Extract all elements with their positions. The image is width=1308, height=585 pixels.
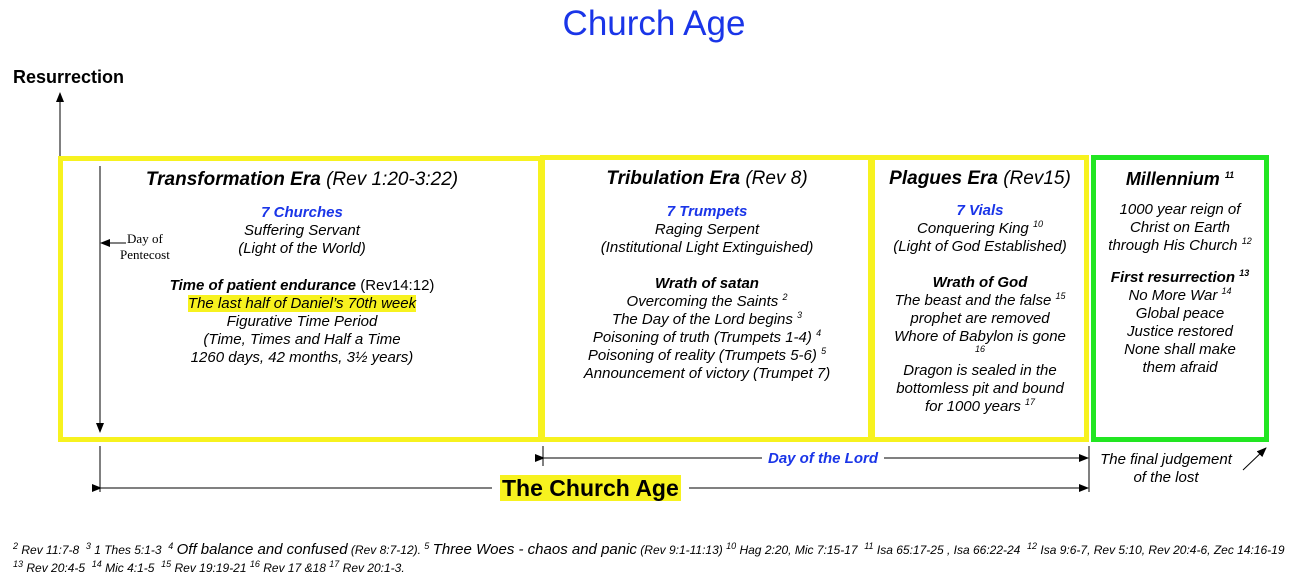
wrath-of-god-title: Wrath of God [932, 274, 1028, 291]
day-of-pentecost-label: Day of Pentecost [120, 231, 170, 262]
daniel-70th-week-highlight: The last half of Daniel’s 70th week [187, 295, 417, 312]
millennium-content: Millennium $^{11}$ 1000 year reign of Christ on Earth through His Church $^{12}$ First resurrection $^{13}$ No More War $^{14}$ Global peace Justice restored None shall make them afraid [1097, 170, 1263, 377]
churches-label: 7 Churches [261, 204, 343, 221]
final-judgement-label: The final judgement of the lost [1100, 451, 1232, 486]
first-resurrection-title: First resurrection [1110, 269, 1236, 286]
trumpets-label: 7 Trumpets [666, 203, 748, 220]
day-of-the-lord-label: Day of the Lord [762, 450, 884, 468]
page-title: Church Age [562, 4, 746, 43]
transformation-era-heading: Transformation Era (Rev 1:20-3:22) [145, 169, 459, 190]
transformation-era-content: Transformation Era (Rev 1:20-3:22) 7 Churches Suffering Servant (Light of the World) Time of patient endurance (Rev14:12) The last half of Daniel’s 70th week Figurative Time Period (Time, Times and Half a Time 1260 days, 42 months, 3½ years) [64, 171, 540, 367]
tribulation-era-heading: Tribulation Era (Rev 8) [606, 168, 808, 189]
millennium-heading: Millennium $^{11}$ [1125, 169, 1235, 189]
patient-endurance-title: Time of patient endurance [169, 277, 357, 294]
final-judgement-arrow [1243, 448, 1266, 470]
plagues-era-content: Plagues Era (Rev15) 7 Vials Conquering King $^{10}$ (Light of God Established) Wrath of God The beast and the false $^{15}$ prophet are removed Whore of Babylon is gone $^{16}$ Dragon is sealed in the bottomless pit and bound for 1000 years $^{17}$ [876, 170, 1084, 416]
resurrection-label: Resurrection [13, 67, 125, 87]
plagues-era-heading: Plagues Era (Rev15) [889, 168, 1071, 189]
the-church-age-label: The Church Age [492, 475, 689, 502]
tribulation-era-content: Tribulation Era (Rev 8) 7 Trumpets Raging Serpent (Institutional Light Extinguished) Wrath of satan Overcoming the Saints $^2$ The Day of the Lord begins $^3$ Poisoning of truth (Trumpets 1-4) $^4$ Poisoning of reality (Trumpets 5-6) $^5$ Announcement of victory (Trumpet 7) [545, 170, 869, 383]
vials-label: 7 Vials [956, 202, 1004, 219]
light-of-world: (Light of the World) [238, 240, 366, 257]
wrath-of-satan-title: Wrath of satan [655, 275, 759, 292]
suffering-servant: Suffering Servant [244, 222, 360, 239]
footnotes: $^2$ Rev 11:7-8 $^3$ 1 Thes 5:1-3 $^4$ Off balance and confused (Rev 8:7-12). $^5$ Three Woes - chaos and panic (Rev 9:1-11:13) $^{10}$ Hag 2:20, Mic 7:15-17 $^{11}$ Isa 65:17-25 , Isa 66:22-24 $^{12}$ Isa 9:6-7, Rev 5:10, Rev 20:4-6, Zec 14:16-19 $^{13}$ Rev 20:4-5 $^{14}$ Mic 4:1-5 $^{15}$ Rev 19:19-21 $^{16}$ Rev 17 &18 $^{17}$ Rev 20:1-3. [13, 541, 1285, 575]
